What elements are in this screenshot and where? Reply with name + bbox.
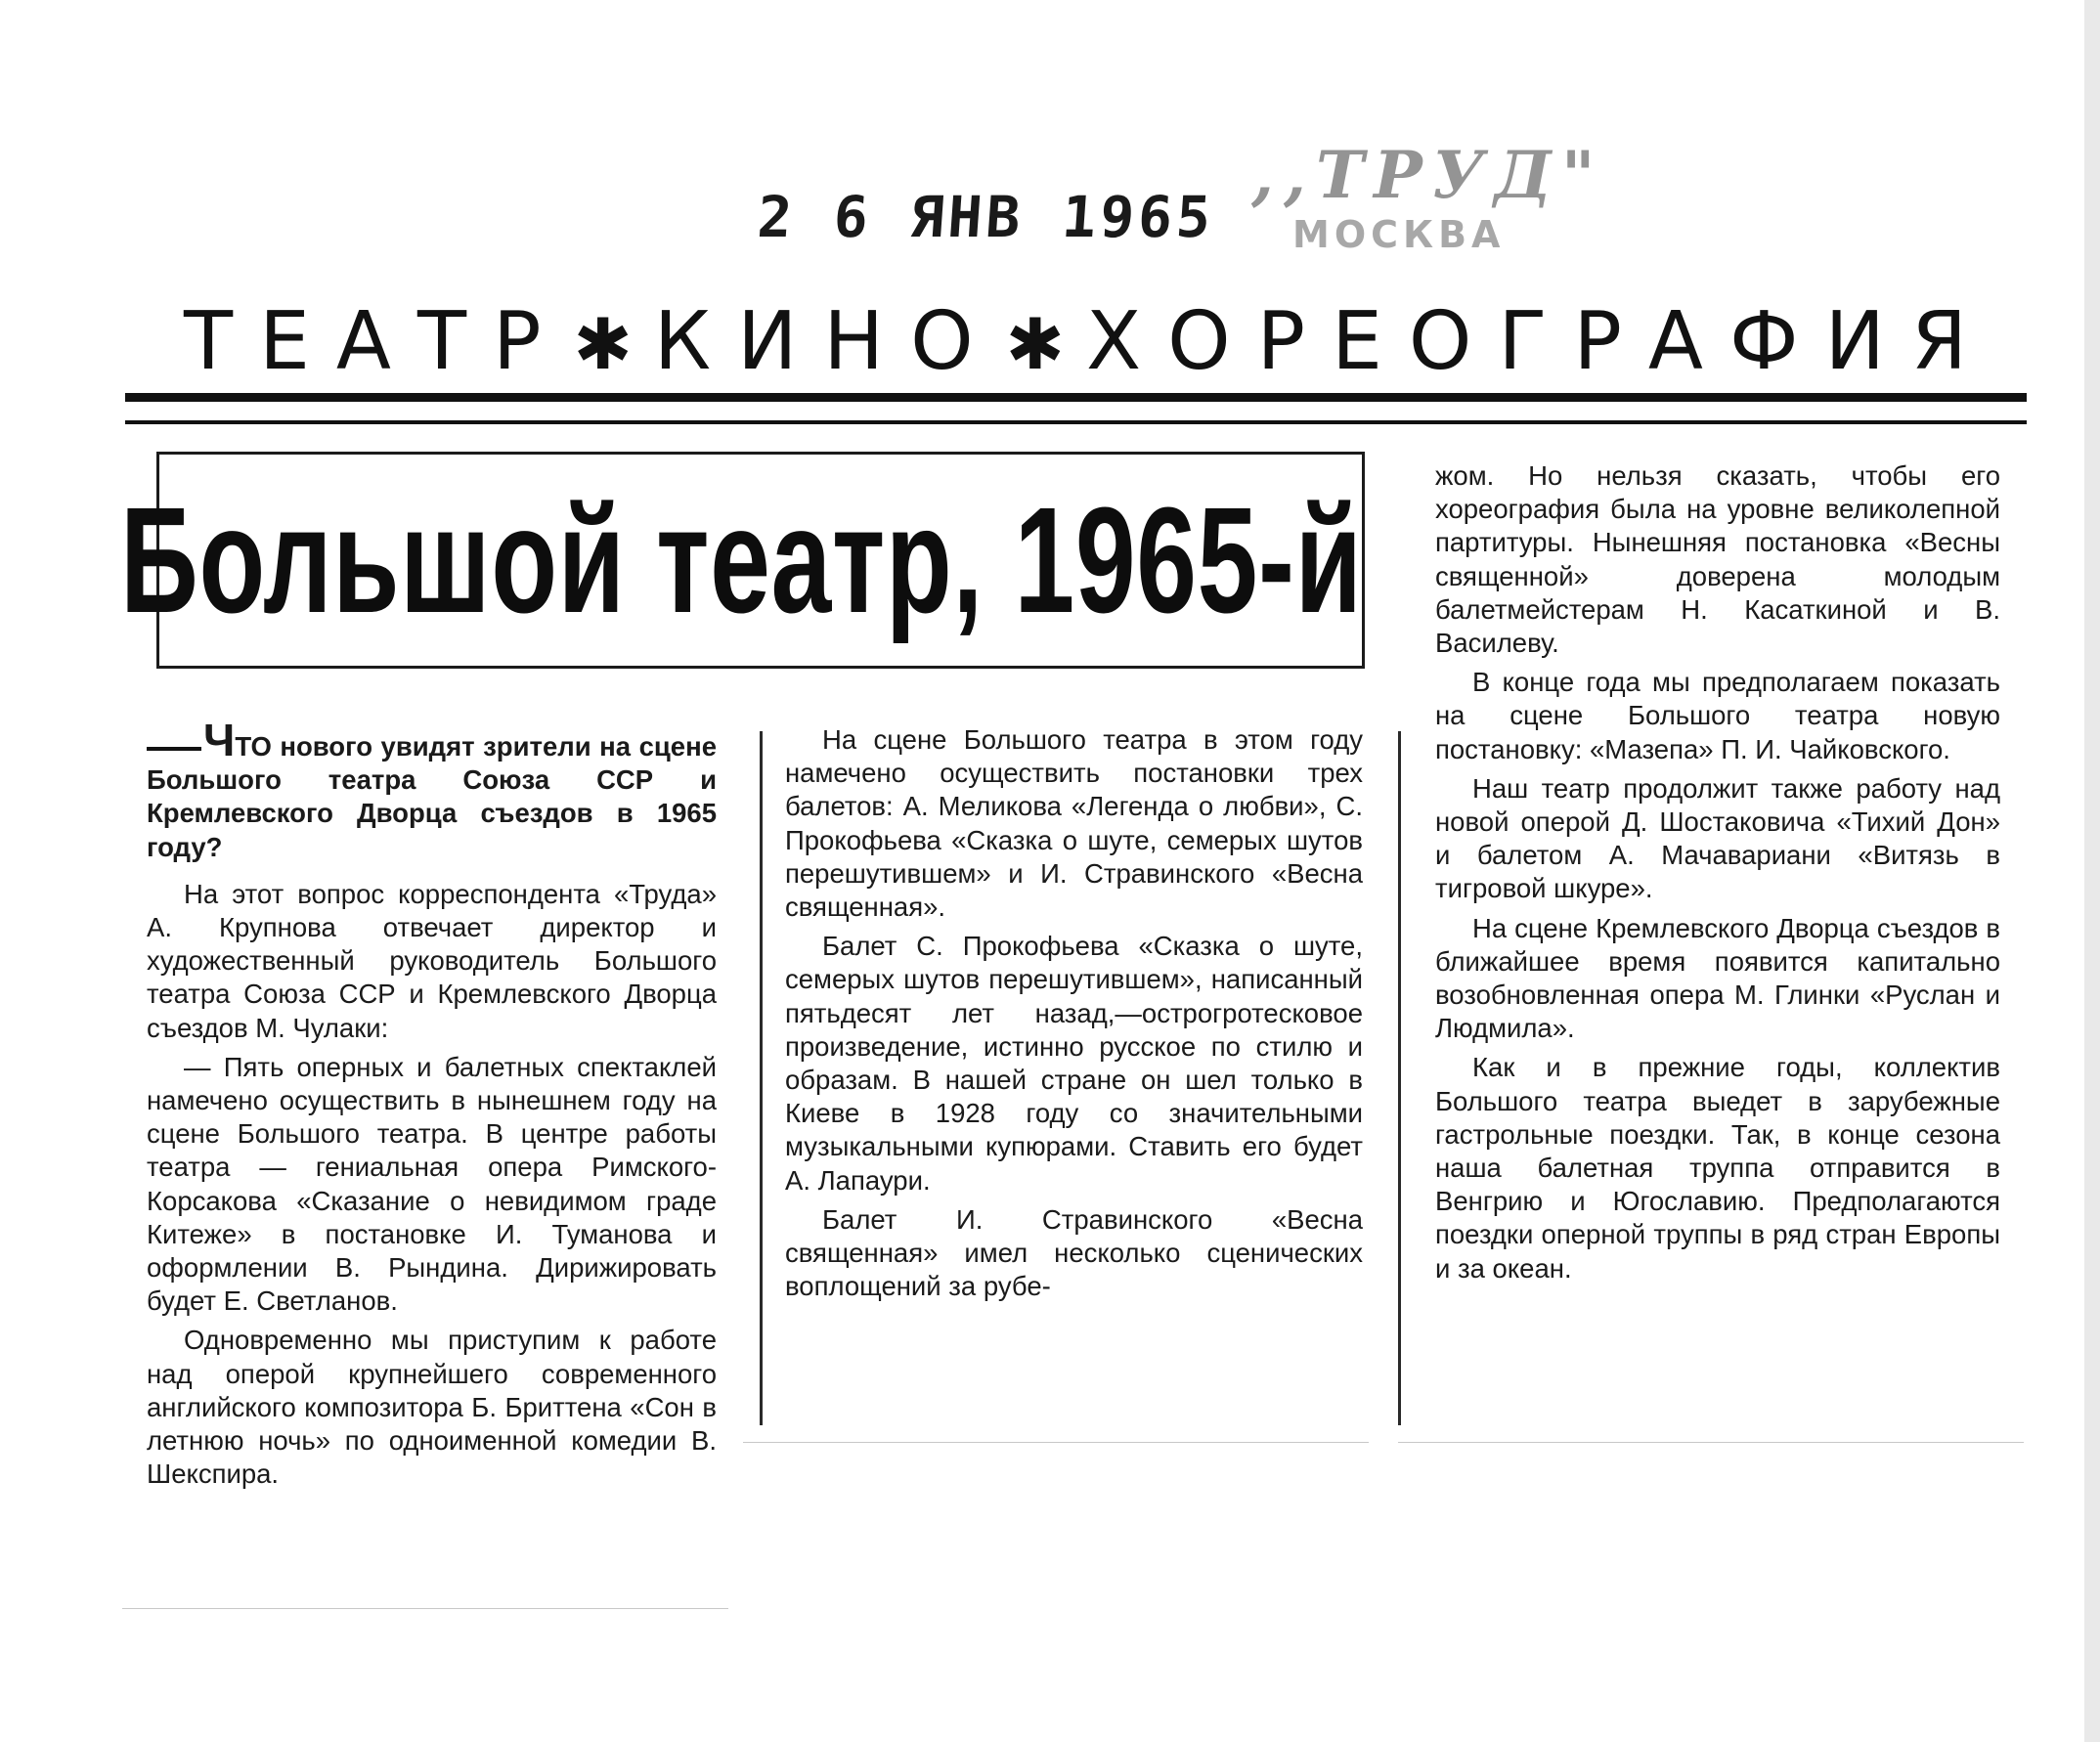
article-headline: Большой театр, 1965-й xyxy=(119,475,1363,644)
clipping-cut-line xyxy=(1398,1442,2024,1443)
paragraph: Балет И. Стравинского «Весна священная» имел несколько сценических воплощений за рубе- xyxy=(785,1203,1363,1302)
scan-edge xyxy=(2084,0,2100,1742)
article-lead xyxy=(147,715,717,864)
article-column-3 xyxy=(1435,459,2000,1285)
column-divider xyxy=(760,731,763,1425)
clipping-cut-line xyxy=(122,1608,728,1609)
paragraph: Балет С. Прокофьева «Сказка о шуте, семерых шутов перешутившем», написанный пятьдесят лет назад,—острогротесковое произведение, истинно русское по стилю и образам. В нашей стране он шел только в Киеве в 1928 году со значительными музыкальными купюрами. Ставить его будет А. Лапаури. xyxy=(785,931,1363,1196)
star-separator-icon: ✱ xyxy=(1005,303,1065,385)
lead-dash xyxy=(147,747,201,751)
newspaper-name-stamp: ,,ТРУД" xyxy=(1251,137,1605,213)
paragraph: Как и в прежние годы, коллектив Большого театра выедет в зарубежные гастрольные поездки. Так, в конце сезона наша балетная труппа отправится в Венгрию и Югославию. Предполагаются поездки оперной труппы в ряд стран Европы и за океан. xyxy=(1435,1052,2000,1284)
paragraph: На этот вопрос корреспондента «Труда» А. Крупнова отвечает директор и художественный руководитель Большого театра Союза ССР и Кремлевского Дворца съездов М. Чулаки: xyxy=(147,878,717,1043)
lead-dropcap: Ч xyxy=(203,715,236,765)
lead-text: ТО нового увидят зрители на сцене Большого театра Союза ССР и Кремлевского Дворца съездов в 1965 году? xyxy=(147,731,717,862)
paragraph: жом. Но нельзя сказать, чтобы его хореография была на уровне великолепной партитуры. Нынешняя постановка «Весны священной» доверена молодым балетмейстерам Н. Касаткиной и В. Василеву. xyxy=(1435,460,2000,659)
article-column-1 xyxy=(147,715,717,1491)
rubric-word-theatre: ТЕАТР xyxy=(184,295,568,388)
paragraph: Одновременно мы приступим к работе над оперой крупнейшего современного английского композитора Б. Бриттена «Сон в летнюю ночь» по одноименной комедии В. Шекспира. xyxy=(147,1325,717,1490)
section-rubric xyxy=(184,288,1992,396)
clipping-cut-line xyxy=(743,1442,1369,1443)
article-column-2 xyxy=(785,723,1363,1303)
paragraph: Наш театр продолжит также работу над новой оперой Д. Шостаковича «Тихий Дон» и балетом А. Мачавариани «Витязь в тигровой шкуре». xyxy=(1435,772,2000,904)
date-stamp: 2 6 ЯНВ 1965 xyxy=(755,184,1217,250)
rubric-word-choreography: ХОРЕОГРАФИЯ xyxy=(1085,295,1993,388)
section-rule-thin xyxy=(125,420,2027,424)
column-divider xyxy=(1398,731,1401,1425)
paragraph: — Пять оперных и балетных спектаклей намечено осуществить в нынешнем году на сцене Большого театра. В центре работы театра — гениальная опера Римского-Корсакова «Сказание о невидимом граде Китеже» в постановке И. Туманова и оформлении В. Рындина. Дирижировать будет Е. Светланов. xyxy=(147,1051,717,1317)
headline-box xyxy=(119,452,1365,669)
city-stamp: МОСКВА xyxy=(1292,213,1506,256)
paragraph: На сцене Большого театра в этом году намечено осуществить постановки трех балетов: А. Меликова «Легенда о любви», С. Прокофьева «Сказка о шуте, семерых шутов перешутившем» и И. Стравинского «Весна священная». xyxy=(785,724,1363,923)
rubric-word-cinema: КИНО xyxy=(653,295,1000,388)
star-separator-icon: ✱ xyxy=(573,303,633,385)
paragraph: На сцене Кремлевского Дворца съездов в ближайшее время появится капитально возобновленная опера М. Глинки «Руслан и Людмила». xyxy=(1435,912,2000,1044)
section-rule-thick xyxy=(125,393,2027,402)
paragraph: В конце года мы предполагаем показать на сцене Большого театра новую постановку: «Мазепа» П. И. Чайковского. xyxy=(1435,667,2000,764)
